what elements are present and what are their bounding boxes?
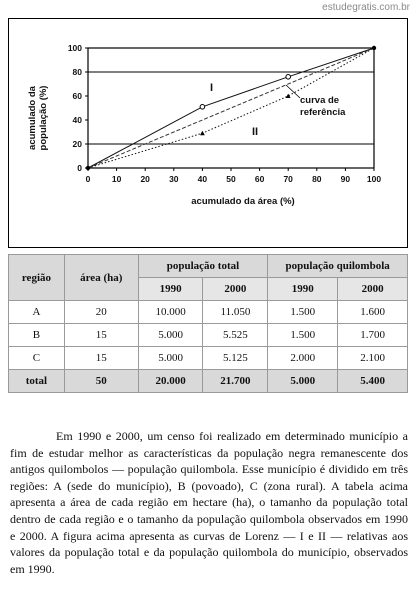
table-total-row: [9, 370, 408, 393]
cell-regiao: A: [9, 301, 65, 324]
cell-total-label: total: [9, 370, 65, 393]
lorenz-chart-svg: [8, 18, 408, 248]
cell-pop-total-1990: 5.000: [138, 324, 203, 347]
curve-I-label: I: [210, 82, 214, 94]
x-axis-label: acumulado da área (%): [191, 196, 295, 207]
x-tick-label: 50: [226, 174, 236, 184]
body-paragraph: Em 1990 e 2000, um censo foi realizado em determinado município a fim de estudar melhor as características da população negra remanescente dos antigos quilombolos — população quilombola. Esse município é dividido em três regiões: A (sede do município), B (povoado), C (zona rural). A tabela acima apresenta a área de cada região em hectare (ha), o tamanho da população total dentro de cada região e o tamanho da população quilombola observados em 1990 e 2000. A figura acima apresenta as curvas de Lorenz — I e II — relativas aos valores da população total e da população quilombola do município, observados em 1990.: [10, 429, 408, 576]
x-tick-label: 60: [254, 174, 265, 184]
table-row: [9, 324, 408, 347]
end-point: [372, 46, 376, 50]
cell-pop-total-1990: 5.000: [138, 347, 203, 370]
cell-pop-quilombola-1990: 1.500: [268, 301, 338, 324]
origin-point: [86, 166, 90, 170]
y-tick-label: 40: [72, 115, 82, 125]
cell-total-pop-1990: 20.000: [138, 370, 203, 393]
y-tick-label: 0: [77, 163, 82, 173]
cell-pop-quilombola-2000: 1.700: [338, 324, 408, 347]
y-tick-label: 100: [67, 43, 82, 53]
header-pop-total: população total: [138, 255, 268, 278]
cell-regiao: B: [9, 324, 65, 347]
table-row: [9, 347, 408, 370]
x-tick-label: 40: [197, 174, 208, 184]
cell-total-quilombola-2000: 5.400: [338, 370, 408, 393]
x-tick-label: 70: [283, 174, 293, 184]
header-year: 1990: [138, 278, 203, 301]
series-I-point: [200, 105, 205, 110]
cell-pop-total-1990: 10.000: [138, 301, 203, 324]
y-tick-label: 80: [72, 67, 82, 77]
header-year: 2000: [203, 278, 268, 301]
cell-total-pop-2000: 21.700: [203, 370, 268, 393]
cell-total-quilombola-1990: 5.000: [268, 370, 338, 393]
header-pop-quilombola: população quilombola: [268, 255, 408, 278]
curve-II-label: II: [252, 126, 259, 138]
header-year: 2000: [338, 278, 408, 301]
y-axis-label-line2: população (%): [38, 85, 49, 151]
cell-pop-total-2000: 5.125: [203, 347, 268, 370]
cell-area: 15: [64, 347, 138, 370]
y-tick-label: 20: [72, 139, 82, 149]
header-area: área (ha): [64, 255, 138, 301]
cell-area: 20: [64, 301, 138, 324]
x-tick-label: 100: [366, 174, 382, 184]
cell-pop-quilombola-1990: 2.000: [268, 347, 338, 370]
cell-regiao: C: [9, 347, 65, 370]
lorenz-chart: [8, 18, 408, 248]
cell-area: 15: [64, 324, 138, 347]
x-tick-label: 20: [140, 174, 150, 184]
x-tick-label: 90: [340, 174, 351, 184]
table-row: [9, 301, 408, 324]
header-regiao: região: [9, 255, 65, 301]
cell-pop-total-2000: 11.050: [203, 301, 268, 324]
cell-pop-quilombola-1990: 1.500: [268, 324, 338, 347]
y-tick-label: 60: [72, 91, 82, 101]
cell-pop-total-2000: 5.525: [203, 324, 268, 347]
reference-label-line2: referência: [300, 107, 346, 118]
x-tick-label: 80: [312, 174, 322, 184]
header-year: 1990: [268, 278, 338, 301]
cell-total-area: 50: [64, 370, 138, 393]
census-table: [8, 254, 408, 393]
reference-label-line1: curva de: [300, 95, 340, 106]
x-tick-label: 10: [111, 174, 122, 184]
y-axis-label-line1: acumulado da: [27, 86, 38, 150]
watermark: estudegratis.com.br: [322, 2, 410, 13]
cell-pop-quilombola-2000: 2.100: [338, 347, 408, 370]
x-tick-label: 0: [85, 174, 91, 184]
series-I-point: [286, 75, 291, 80]
cell-pop-quilombola-2000: 1.600: [338, 301, 408, 324]
x-tick-label: 30: [169, 174, 179, 184]
